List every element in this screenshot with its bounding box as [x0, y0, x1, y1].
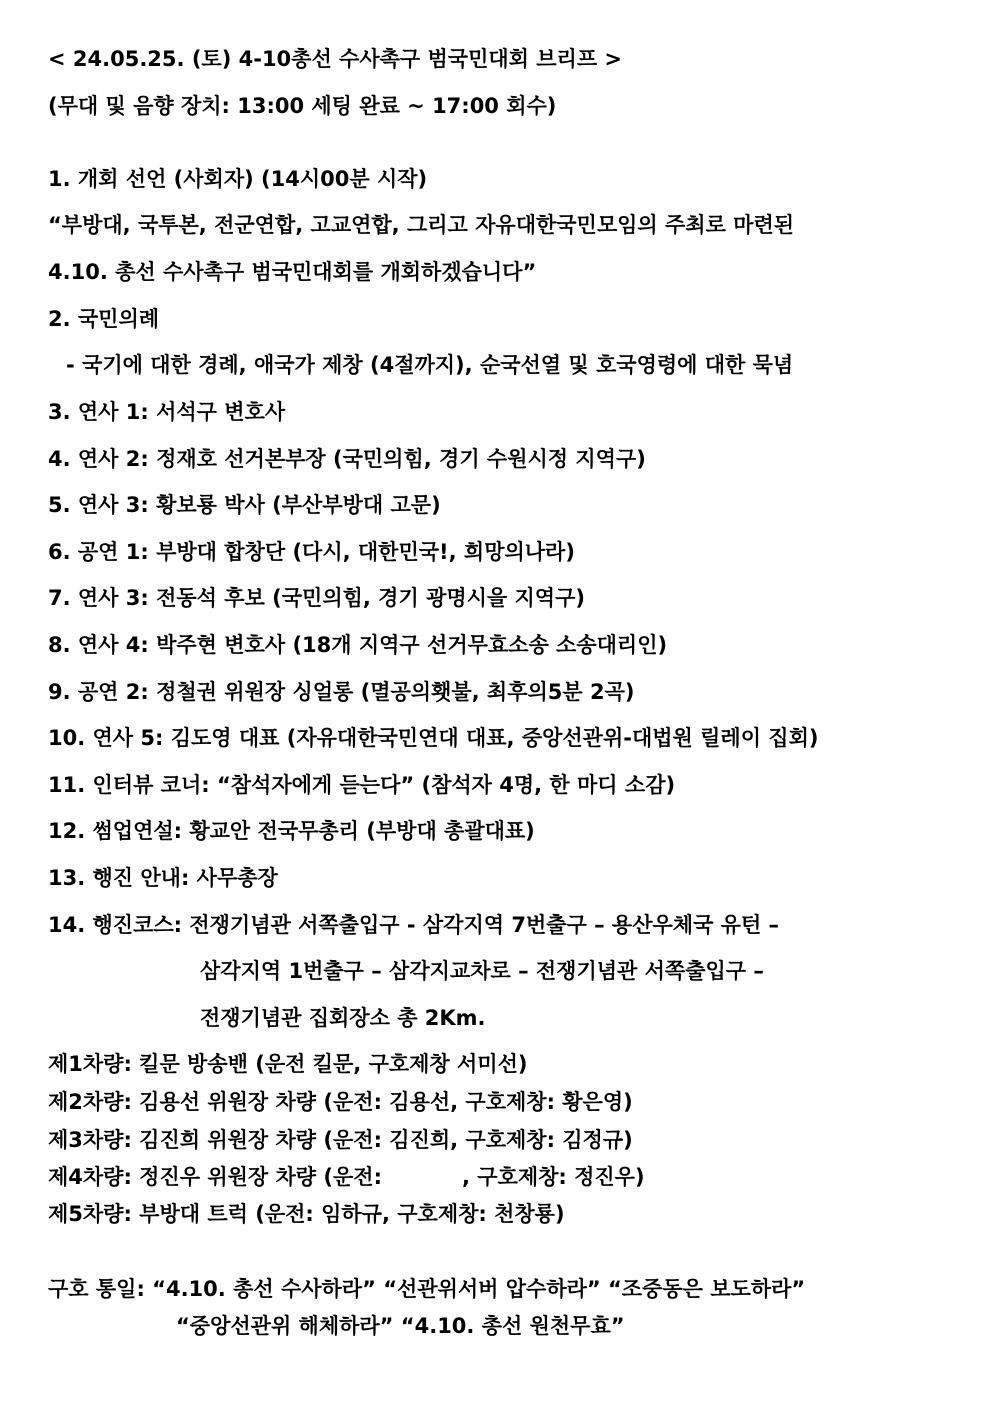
vehicle-3: 제3차량: 김진희 위원장 차량 (운전: 김진희, 구호제창: 김정규) [48, 1128, 633, 1152]
vehicle-1: 제1차량: 킬문 방송밴 (운전 킬문, 구호제창 서미선) [48, 1052, 528, 1076]
program-item-2: 2. 국민의례 [48, 307, 160, 331]
program-item-3: 3. 연사 1: 서석구 변호사 [48, 400, 286, 424]
program-item-7: 7. 연사 3: 전동석 후보 (국민의힘, 경기 광명시을 지역구) [48, 586, 585, 610]
program-item-1: 1. 개회 선언 (사회자) (14시00분 시작) [48, 167, 428, 191]
march-route-line-1: 14. 행진코스: 전쟁기념관 서쪽출입구 - 삼각지역 7번출구 – 용산우체국 유턴 – [48, 913, 780, 937]
program-item-4: 4. 연사 2: 정재호 선거본부장 (국민의힘, 경기 수원시정 지역구) [48, 447, 646, 471]
vehicle-4-part-a: 제4차량: 정진우 위원장 차량 (운전: [48, 1165, 382, 1189]
program-item-11: 11. 인터뷰 코너: “참석자에게 듣는다” (참석자 4명, 한 마디 소감) [48, 773, 676, 797]
document-title: < 24.05.25. (토) 4-10총선 수사촉구 범국민대회 브리프 > [48, 47, 623, 71]
program-item-5: 5. 연사 3: 황보룡 박사 (부산부방대 고문) [48, 493, 441, 517]
slogans-line-1: 구호 통일: “4.10. 총선 수사하라” “선관위서버 압수하라” “조중동은 보도하라” [48, 1277, 806, 1301]
vehicle-4 [48, 1163, 645, 1191]
program-item-10: 10. 연사 5: 김도영 대표 (자유대한국민연대 대표, 중앙선관위-대법원 릴레이 집회) [48, 726, 819, 750]
vehicle-5: 제5차량: 부방대 트럭 (운전: 임하규, 구호제창: 천창룡) [48, 1202, 565, 1226]
program-item-13: 13. 행진 안내: 사무총장 [48, 866, 278, 890]
program-item-6: 6. 공연 1: 부방대 합창단 (다시, 대한민국!, 희망의나라) [48, 540, 575, 564]
slogans-line-2: “중앙선관위 해체하라” “4.10. 총선 원천무효” [176, 1314, 625, 1338]
opening-quote-line-2: 4.10. 총선 수사촉구 범국민대회를 개회하겠습니다” [48, 260, 537, 284]
program-item-8: 8. 연사 4: 박주현 변호사 (18개 지역구 선거무효소송 소송대리인) [48, 633, 668, 657]
vehicle-2: 제2차량: 김용선 위원장 차량 (운전: 김용선, 구호제창: 황은영) [48, 1090, 633, 1114]
vehicle-4-part-b: , 구호제창: 정진우) [461, 1165, 645, 1189]
march-route-line-3: 전쟁기념관 집회장소 총 2Km. [200, 1006, 486, 1030]
program-item-9: 9. 공연 2: 정철권 위원장 싱얼롱 (멸공의횃불, 최후의5분 2곡) [48, 680, 635, 704]
opening-quote-line-1: “부방대, 국투본, 전군연합, 고교연합, 그리고 자유대한국민모임의 주최로 마련된 [48, 213, 795, 237]
stage-setup-note: (무대 및 음향 장치: 13:00 세팅 완료 ~ 17:00 회수) [48, 94, 557, 118]
program-item-2-detail: - 국기에 대한 경례, 애국가 제창 (4절까지), 순국선열 및 호국영령에 대한 묵념 [66, 353, 794, 377]
march-route-line-2: 삼각지역 1번출구 – 삼각지교차로 – 전쟁기념관 서쪽출입구 – [200, 959, 764, 983]
program-item-12: 12. 썸업연설: 황교안 전국무총리 (부방대 총괄대표) [48, 819, 535, 843]
